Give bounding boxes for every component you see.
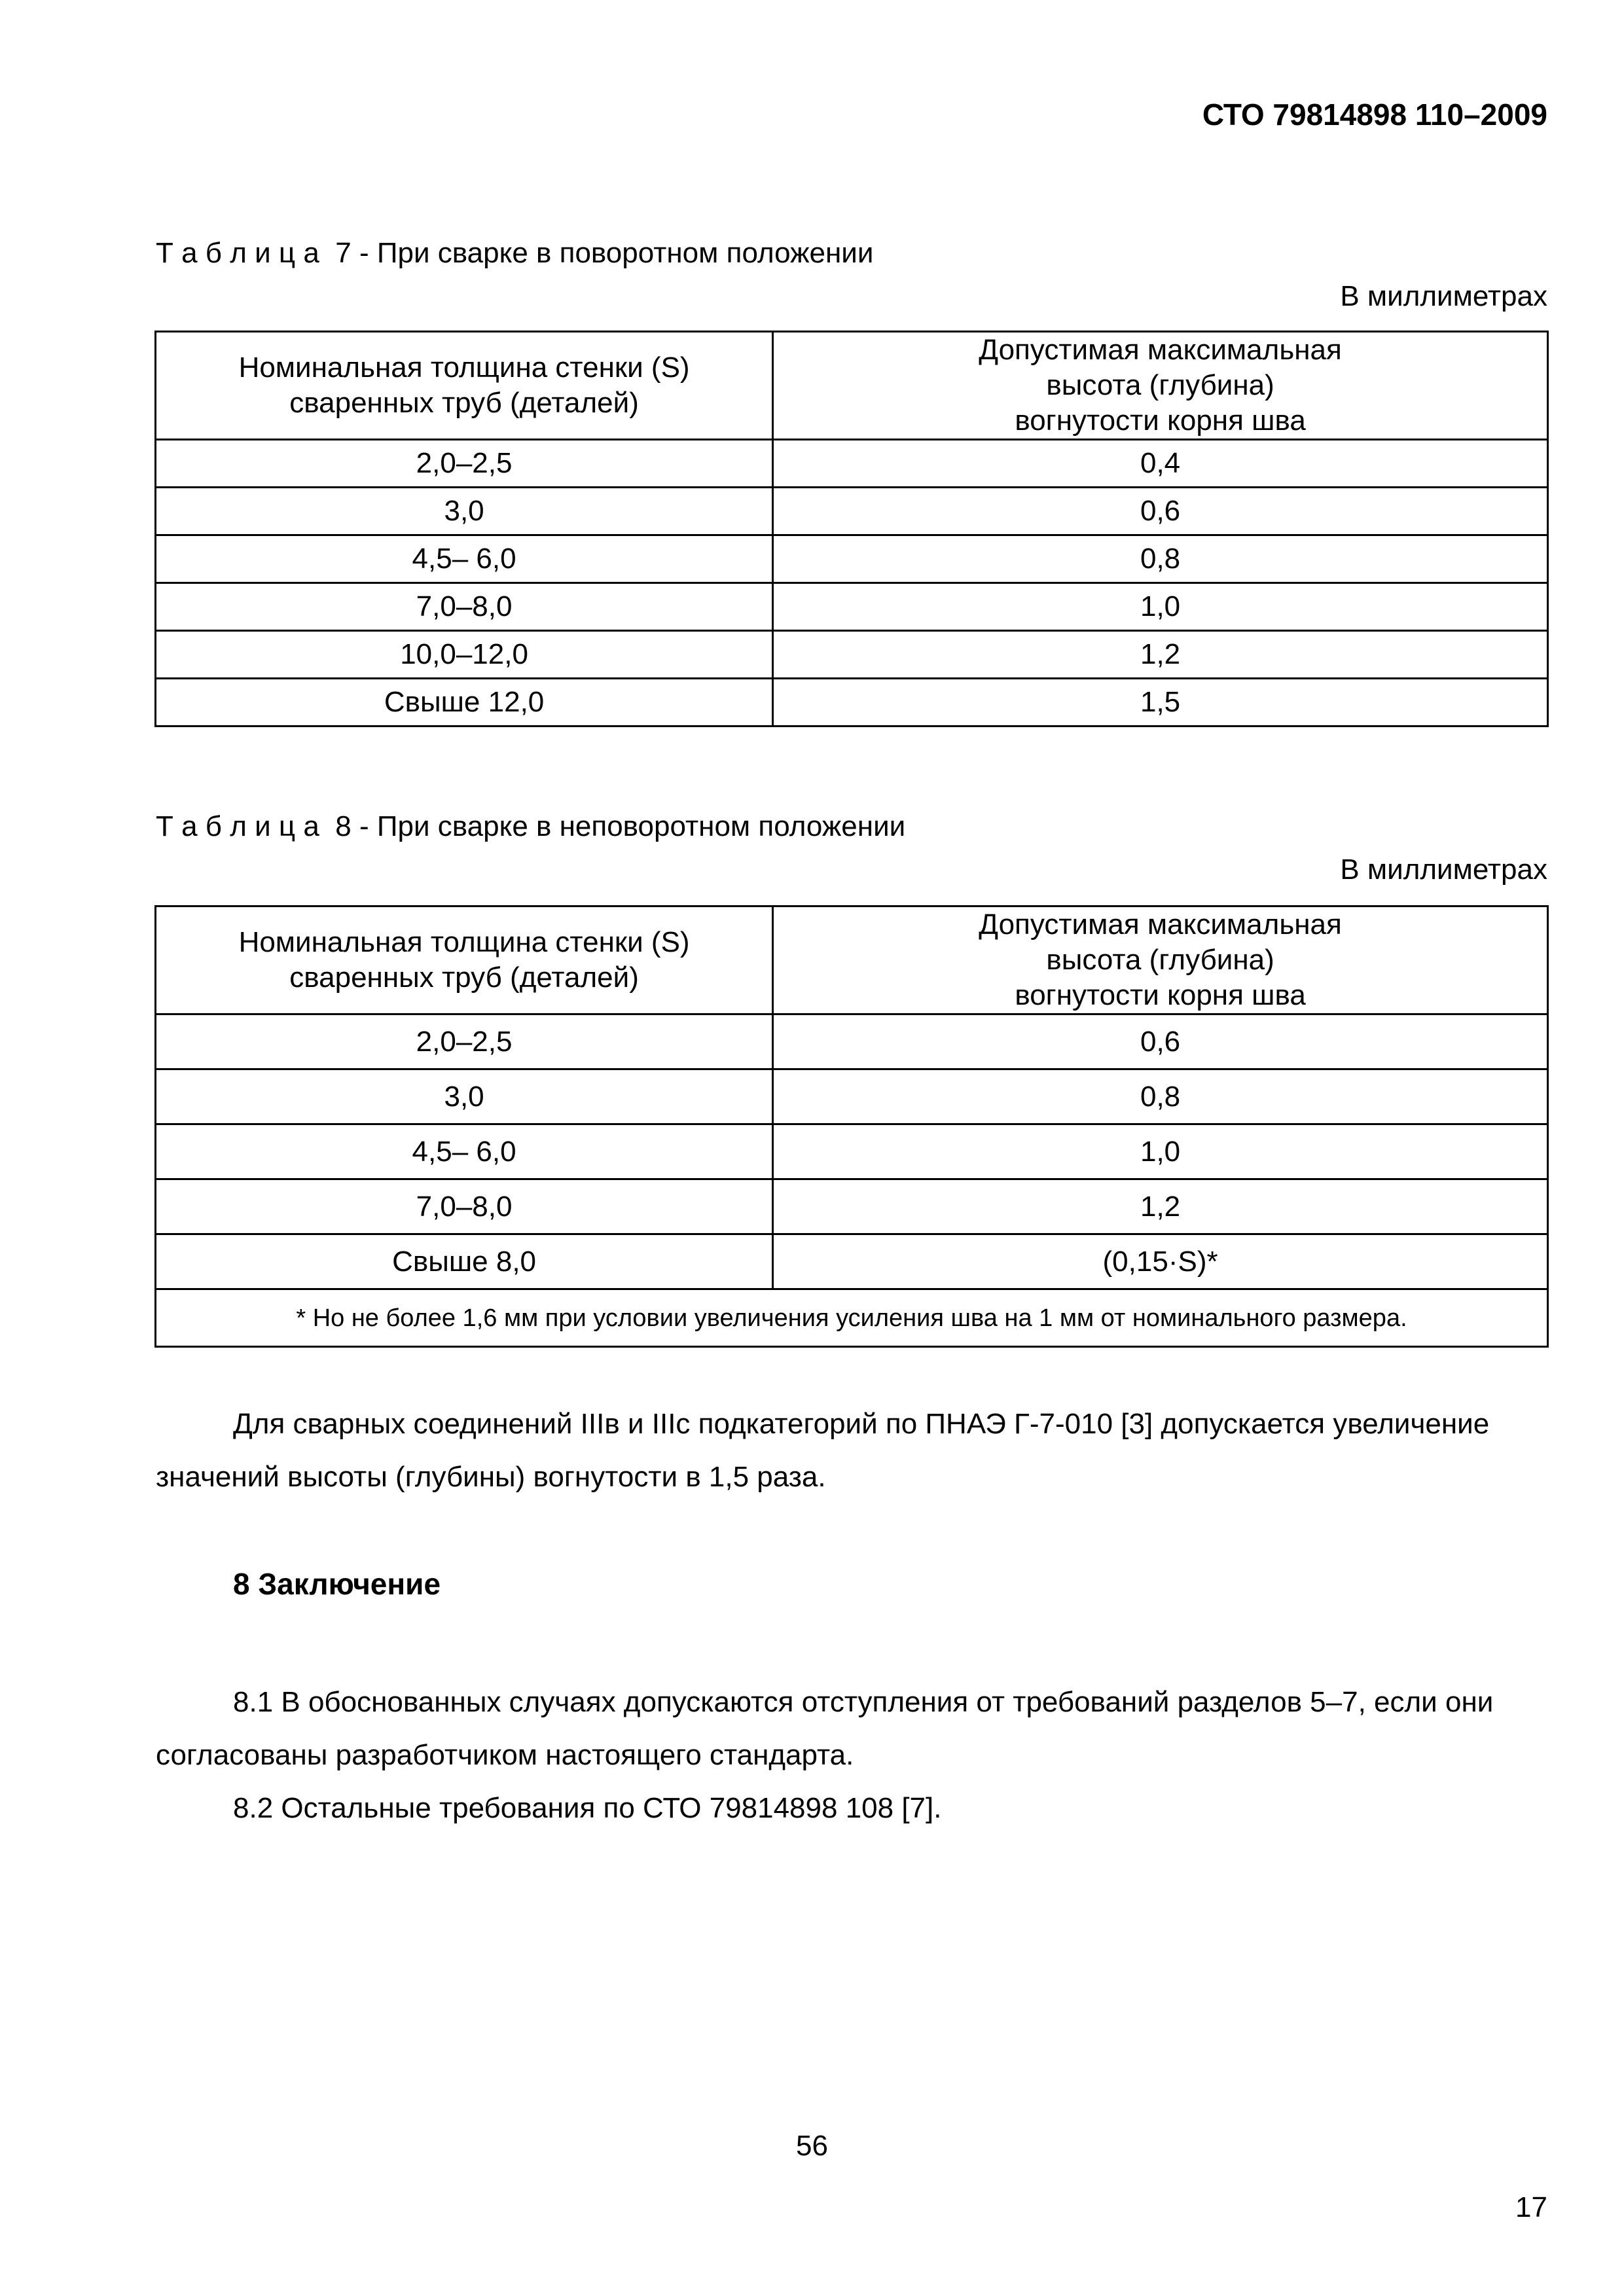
page-number-right: 17 <box>1515 2191 1547 2223</box>
header-line: Допустимая максимальная <box>979 334 1342 366</box>
table-row <box>156 440 1548 488</box>
table-cell-concavity: 1,2 <box>773 631 1548 679</box>
table-cell-concavity: 1,0 <box>773 583 1548 631</box>
table-cell-thickness: 4,5– 6,0 <box>156 1124 773 1179</box>
table8-footnote-row <box>156 1289 1548 1347</box>
paragraph-8-2 <box>156 1782 1550 1835</box>
table-row <box>156 1069 1548 1124</box>
header-line: Номинальная толщина стенки (S) <box>238 351 690 384</box>
header-line: вогнутости корня шва <box>1015 404 1306 437</box>
table-cell-thickness: 2,0–2,5 <box>156 1014 773 1069</box>
header-line: Номинальная толщина стенки (S) <box>238 926 690 958</box>
table-cell-thickness: 3,0 <box>156 488 773 535</box>
table-cell-thickness: 2,0–2,5 <box>156 440 773 488</box>
header-line: Допустимая максимальная <box>979 908 1342 941</box>
table8-caption <box>156 810 905 843</box>
paragraph-text: 8.2 Остальные требования по СТО 79814898 108 [7]. <box>233 1792 942 1824</box>
paragraph-text: 8.1 В обоснованных случаях допускаются отступления от требований разделов 5–7, если они согласованы разработчиком настоящего стандарта. <box>156 1686 1494 1771</box>
table-row <box>156 1179 1548 1234</box>
table8-footnote: * Но не более 1,6 мм при условии увеличения усиления шва на 1 мм от номинального размера. <box>156 1289 1548 1347</box>
document-code-header: СТО 79814898 110–2009 <box>1202 98 1547 132</box>
paragraph-concavity-note <box>156 1397 1550 1503</box>
header-line: высота (глубина) <box>1046 369 1274 401</box>
table-cell-thickness: 3,0 <box>156 1069 773 1124</box>
table-row <box>156 583 1548 631</box>
table7-header-row <box>156 332 1548 440</box>
table8-caption-prefix: Т а б л и ц а 8 <box>156 810 352 842</box>
table7-caption-prefix: Т а б л и ц а 7 <box>156 237 352 269</box>
table-row <box>156 488 1548 535</box>
header-line: сваренных труб (деталей) <box>289 961 639 994</box>
table7 <box>154 331 1549 727</box>
section-title: 8 Заключение <box>233 1567 441 1601</box>
table-cell-thickness: 10,0–12,0 <box>156 631 773 679</box>
table7-caption <box>156 237 873 270</box>
table-row <box>156 1014 1548 1069</box>
table-cell-thickness: Свыше 12,0 <box>156 679 773 726</box>
table-cell-concavity: 0,8 <box>773 535 1548 583</box>
header-line: вогнутости корня шва <box>1015 979 1306 1011</box>
table-cell-concavity: 1,5 <box>773 679 1548 726</box>
table-cell-thickness: Свыше 8,0 <box>156 1234 773 1289</box>
table8-units: В миллиметрах <box>1340 853 1547 886</box>
table8-header-row <box>156 906 1548 1014</box>
table8-caption-text: - При сварке в неповоротном положении <box>351 810 906 842</box>
table-row <box>156 1234 1548 1289</box>
table8 <box>154 905 1549 1348</box>
table8-col1-header <box>156 906 773 1014</box>
paragraph-8-1 <box>156 1676 1550 1782</box>
table-cell-concavity: (0,15·S)* <box>773 1234 1548 1289</box>
table-cell-concavity: 1,2 <box>773 1179 1548 1234</box>
table-cell-thickness: 7,0–8,0 <box>156 583 773 631</box>
table7-col1-header <box>156 332 773 440</box>
table-row <box>156 679 1548 726</box>
table7-col2-header <box>773 332 1548 440</box>
header-line: сваренных труб (деталей) <box>289 387 639 419</box>
page-number-center: 56 <box>796 2130 828 2162</box>
table8-col2-header <box>773 906 1548 1014</box>
table-cell-concavity: 0,6 <box>773 488 1548 535</box>
table-row <box>156 631 1548 679</box>
table7-units: В миллиметрах <box>1340 280 1547 312</box>
table-row <box>156 1124 1548 1179</box>
header-line: высота (глубина) <box>1046 944 1274 976</box>
paragraph-text: Для сварных соединений IIIв и IIIс подкатегорий по ПНАЭ Г-7-010 [3] допускается увеличение значений высоты (глубины) вогнутости в 1,5 раза. <box>156 1408 1490 1493</box>
table-cell-concavity: 0,8 <box>773 1069 1548 1124</box>
table-cell-thickness: 4,5– 6,0 <box>156 535 773 583</box>
table-cell-thickness: 7,0–8,0 <box>156 1179 773 1234</box>
table-row <box>156 535 1548 583</box>
table7-caption-text: - При сварке в поворотном положении <box>351 237 874 269</box>
table-cell-concavity: 0,4 <box>773 440 1548 488</box>
table-cell-concavity: 1,0 <box>773 1124 1548 1179</box>
table-cell-concavity: 0,6 <box>773 1014 1548 1069</box>
